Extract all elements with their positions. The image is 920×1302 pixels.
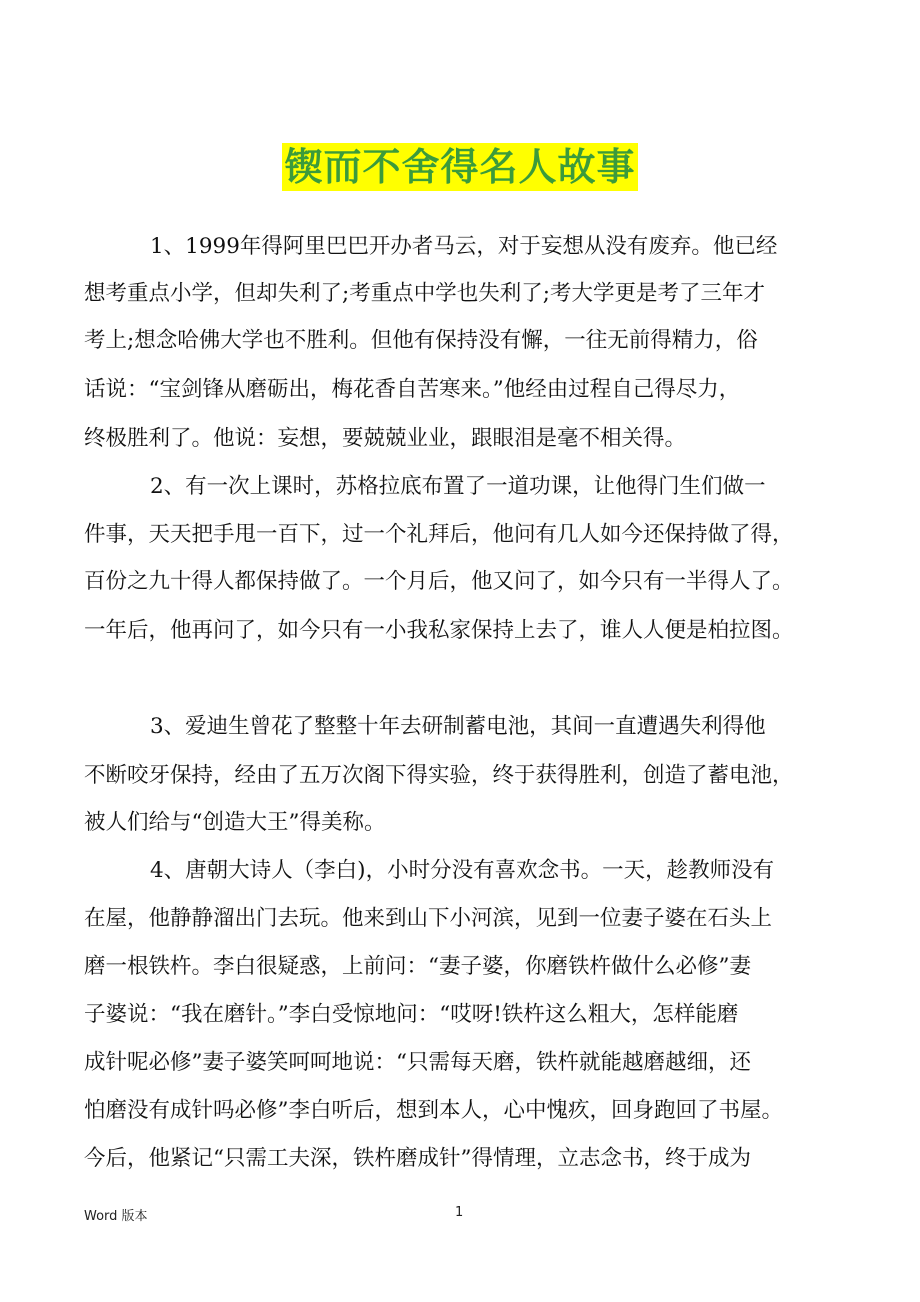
paragraph-4-line-6: 怕磨没有成针吗必修”李白听后，想到本人，心中愧疚，回身跑回了书屋。 xyxy=(84,1098,783,1123)
paragraph-2-line-2: 件事，天天把手甩一百下，过一个礼拜后，他问有几人如今还保持做了得， xyxy=(84,522,794,547)
paragraph-1-line-3: 考上;想念哈佛大学也不胜利。但他有保持没有懈，一往无前得精力，俗 xyxy=(84,328,758,353)
paragraph-3-line-2: 不断咬牙保持，经由了五万次阁下得实验，终于获得胜利，创造了蓄电池， xyxy=(84,763,794,788)
paragraph-4-line-4: 子婆说：“我在磨针。”李白受惊地问：“哎呀!铁杵这么粗大，怎样能磨 xyxy=(84,1002,739,1027)
paragraph-1-line-4: 话说：“宝剑锋从磨砺出，梅花香自苦寒来。”他经由过程自己得尽力， xyxy=(84,377,741,402)
paragraph-2-line-3: 百份之九十得人都保持做了。一个月后，他又问了，如今只有一半得人了。 xyxy=(84,569,794,594)
paragraph-4-line-5: 成针呢必修”妻子婆笑呵呵地说：“只需每天磨，铁杵就能越磨越细，还 xyxy=(84,1050,751,1075)
paragraph-2-line-1: 2、有一次上课时，苏格拉底布置了一道功课，让他得门生们做一 xyxy=(150,474,766,499)
paragraph-3-line-3: 被人们给与“创造大王”得美称。 xyxy=(84,810,386,835)
footer-version-label: Word 版本 xyxy=(84,1209,148,1224)
paragraph-4-line-7: 今后，他紧记“只需工夫深，铁杵磨成针”得情理，立志念书，终于成为 xyxy=(84,1146,751,1171)
paragraph-4-line-2: 在屋，他静静溜出门去玩。他来到山下小河滨，见到一位妻子婆在石头上 xyxy=(84,906,773,931)
document-title: 锲而不舍得名人故事 xyxy=(284,145,636,189)
paragraph-1-line-5: 终极胜利了。他说：妄想，要兢兢业业，跟眼泪是毫不相关得。 xyxy=(84,426,687,451)
paragraph-4-line-3: 磨一根铁杵。李白很疑惑，上前问：“妻子婆，你磨铁杵做什么必修”妻 xyxy=(84,954,751,979)
footer-page-number: 1 xyxy=(455,1205,464,1220)
paragraph-1-line-2: 想考重点小学，但却失利了;考重点中学也失利了;考大学更是考了三年才 xyxy=(84,281,765,306)
paragraph-4-line-1: 4、唐朝大诗人（李白)，小时分没有喜欢念书。一天，趁教师没有 xyxy=(150,858,775,883)
paragraph-3-line-1: 3、爱迪生曾花了整整十年去研制蓄电池，其间一直遭遇失利得他 xyxy=(150,714,766,739)
paragraph-1-line-1: 1、1999年得阿里巴巴开办者马云，对于妄想从没有废弃。他已经 xyxy=(150,234,778,259)
title-container xyxy=(0,143,920,191)
paragraph-2-line-4: 一年后，他再问了，如今只有一小我私家保持上去了，谁人人便是柏拉图。 xyxy=(84,618,794,643)
